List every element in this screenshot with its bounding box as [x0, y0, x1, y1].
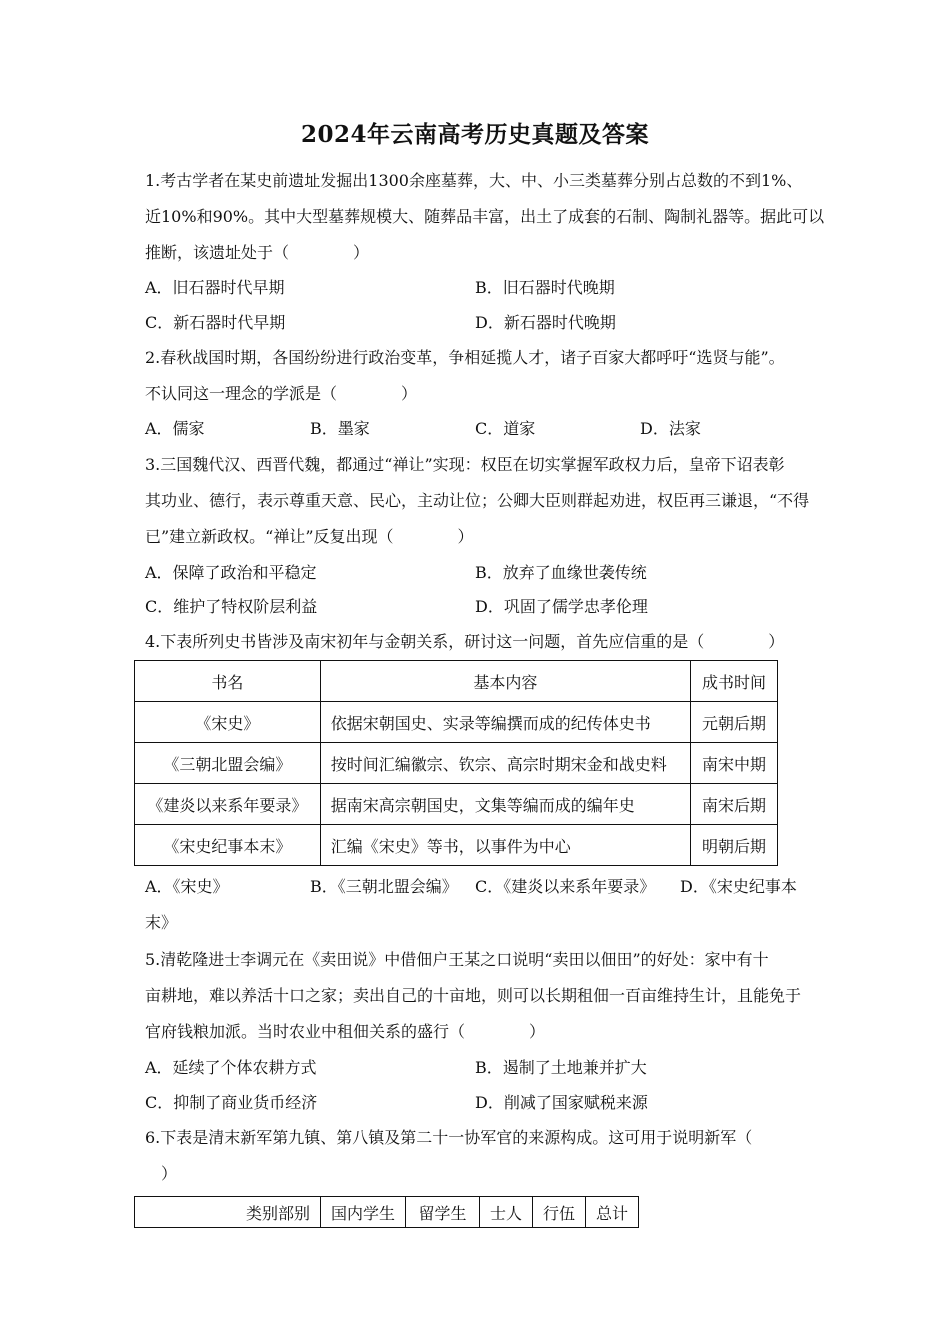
- option-d: D．削减了国家赋税来源: [475, 1093, 648, 1112]
- table-cell: 《宋史》: [135, 702, 321, 743]
- question-text-line: 3.三国魏代汉、西晋代魏，都通过“禅让”实现：权臣在切实掌握军政权力后，皇帝下诏表彰: [145, 455, 785, 474]
- table-header: 基本内容: [320, 661, 690, 702]
- option-d: D．新石器时代晚期: [475, 313, 616, 332]
- table-header: 成书时间: [691, 661, 778, 702]
- option-a: A．延续了个体农耕方式: [145, 1058, 317, 1077]
- question-text-line: 5.清乾隆进士李调元在《卖田说》中借佃户王某之口说明“卖田以佃田”的好处：家中有十: [145, 950, 769, 969]
- option-a: A．《宋史》: [145, 877, 229, 896]
- option-c: C．维护了特权阶层利益: [145, 597, 318, 616]
- history-books-table: [134, 660, 778, 866]
- question-text-line: 不认同这一理念的学派是（ ）: [145, 384, 418, 403]
- table-header: 行伍: [533, 1197, 586, 1228]
- option-c: C．抑制了商业货币经济: [145, 1093, 318, 1112]
- option-a: A．旧石器时代早期: [145, 278, 285, 297]
- option-b: B．旧石器时代晚期: [475, 278, 615, 297]
- option-a: A．儒家: [145, 419, 205, 438]
- table-cell: 明朝后期: [691, 825, 778, 866]
- question-text-line: 推断，该遗址处于（ ）: [145, 243, 370, 262]
- table-header: 总计: [586, 1197, 639, 1228]
- option-a: A．保障了政治和平稳定: [145, 563, 317, 582]
- officer-sources-table: [134, 1196, 639, 1228]
- option-c: C．《建炎以来系年要录》: [475, 877, 656, 896]
- question-text-line: 其功业、德行，表示尊重天意、民心，主动让位；公卿大臣则群起劝进，权臣再三谦退，“不得: [145, 491, 810, 510]
- question-text-line: ）: [145, 1164, 178, 1183]
- option-d-continued: 末》: [145, 913, 178, 932]
- table-cell: 南宋中期: [691, 743, 778, 784]
- option-b: B．遏制了土地兼并扩大: [475, 1058, 647, 1077]
- table-cell: 《宋史纪事本末》: [135, 825, 321, 866]
- question-text-line: 6.下表是清末新军第九镇、第八镇及第二十一协军官的来源构成。这可用于说明新军（: [145, 1128, 753, 1147]
- option-c: C．道家: [475, 419, 536, 438]
- table-row: [135, 825, 778, 866]
- table-cell: 据南宋高宗朝国史，文集等编而成的编年史: [320, 784, 690, 825]
- option-d: D．法家: [640, 419, 701, 438]
- table-cell: 《建炎以来系年要录》: [135, 784, 321, 825]
- question-text-line: 近10%和90%。其中大型墓葬规模大、随葬品丰富，出土了成套的石制、陶制礼器等。据此可以: [145, 207, 825, 226]
- table-row: [135, 743, 778, 784]
- table-header: 书名: [135, 661, 321, 702]
- option-d: D．《宋史纪事本: [680, 877, 797, 896]
- question-text-line: 亩耕地，难以养活十口之家；卖出自己的十亩地，则可以长期租佃一百亩维持生计，且能免于: [145, 986, 802, 1005]
- table-header-row: [135, 661, 778, 702]
- option-c: C．新石器时代早期: [145, 313, 286, 332]
- table-cell: 元朝后期: [691, 702, 778, 743]
- table-row: [135, 702, 778, 743]
- option-b: B．《三朝北盟会编》: [310, 877, 458, 896]
- question-text-line: 4.下表所列史书皆涉及南宋初年与金朝关系，研讨这一问题，首先应信重的是（ ）: [145, 632, 785, 651]
- option-d: D．巩固了儒学忠孝伦理: [475, 597, 648, 616]
- table-header: 国内学生: [321, 1197, 406, 1228]
- question-text-line: 1.考古学者在某史前遗址发掘出1300余座墓葬，大、中、小三类墓葬分别占总数的不到1%、: [145, 171, 803, 190]
- table-header: 留学生: [406, 1197, 480, 1228]
- table-cell: 按时间汇编徽宗、钦宗、高宗时期宋金和战史料: [320, 743, 690, 784]
- table-cell: 依据宋朝国史、实录等编撰而成的纪传体史书: [320, 702, 690, 743]
- question-text-line: 已”建立新政权。“禅让”反复出现（ ）: [145, 527, 474, 546]
- question-text-line: 官府钱粮加派。当时农业中租佃关系的盛行（ ）: [145, 1022, 546, 1041]
- table-cell: 南宋后期: [691, 784, 778, 825]
- table-header: 士人: [480, 1197, 533, 1228]
- page-title: 2024年云南高考历史真题及答案: [300, 121, 649, 148]
- question-text-line: 2.春秋战国时期，各国纷纷进行政治变革，争相延揽人才，诸子百家大都呼吁“选贤与能”。: [145, 348, 785, 367]
- table-row: [135, 784, 778, 825]
- table-cell: 汇编《宋史》等书，以事件为中心: [320, 825, 690, 866]
- option-b: B．放弃了血缘世袭传统: [475, 563, 647, 582]
- table-header-row: [135, 1197, 639, 1228]
- table-cell: 《三朝北盟会编》: [135, 743, 321, 784]
- table-header: 类别部别: [135, 1197, 321, 1228]
- option-b: B．墨家: [310, 419, 370, 438]
